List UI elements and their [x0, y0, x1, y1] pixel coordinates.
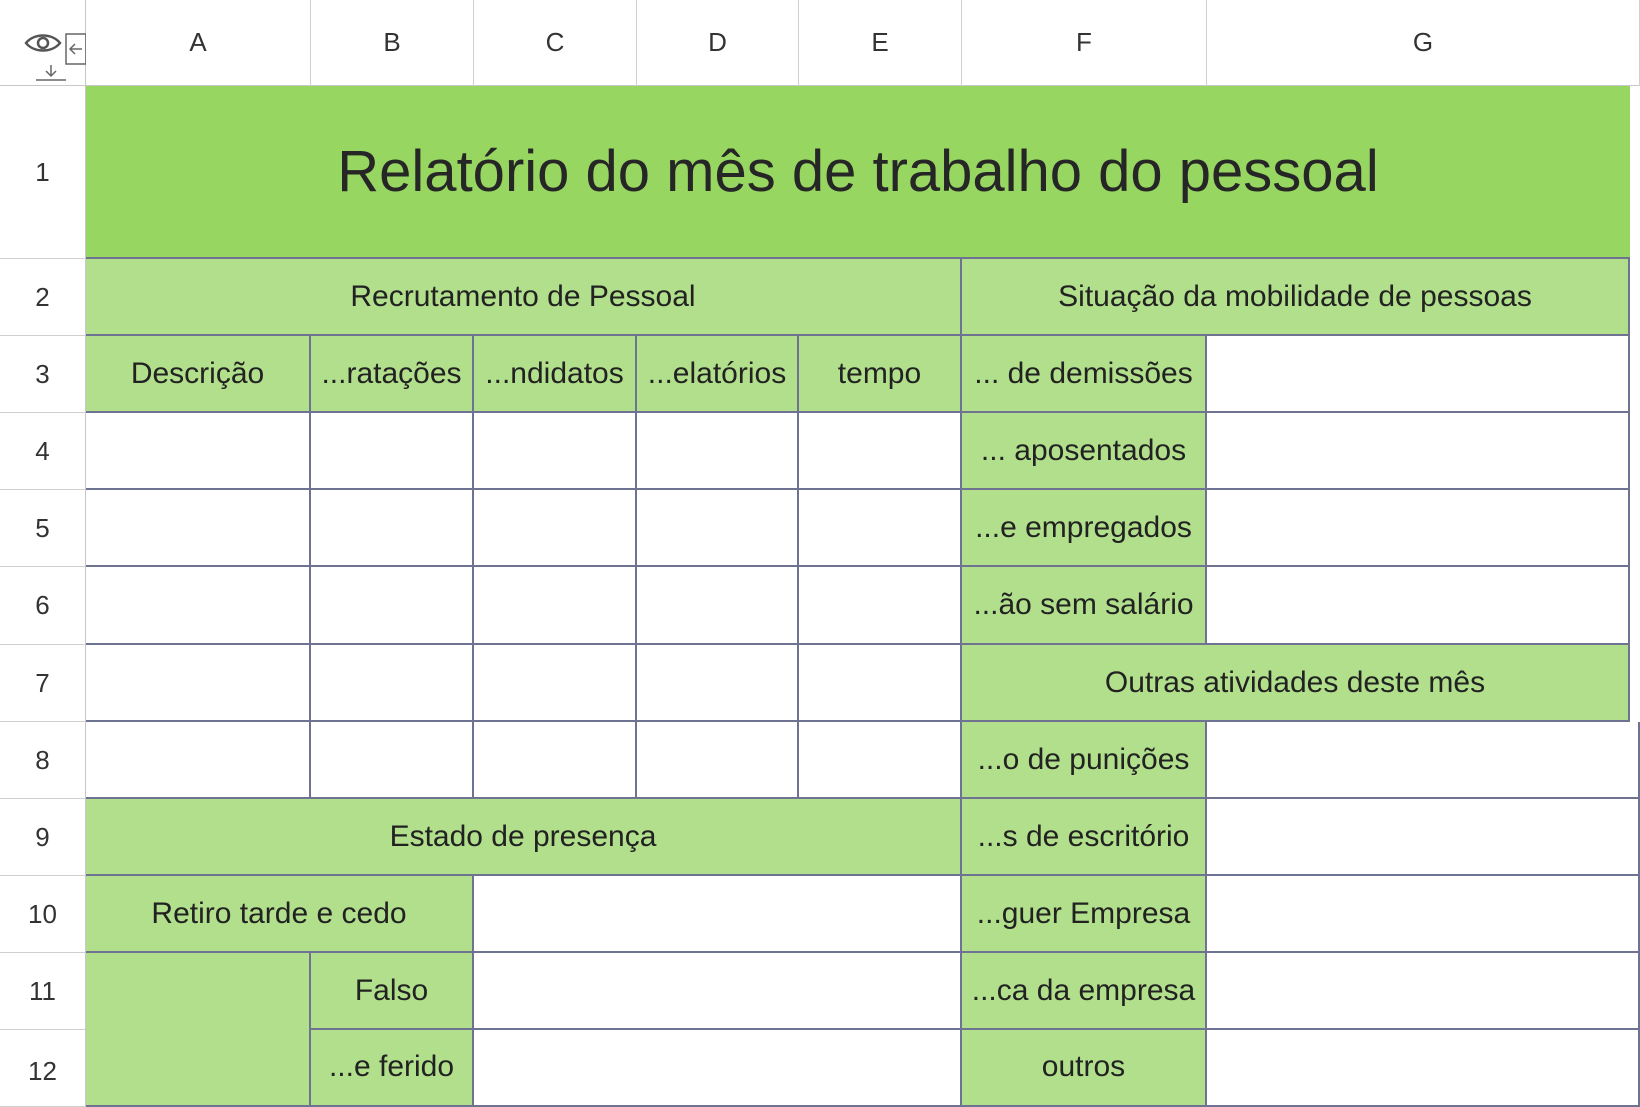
eye-icon[interactable]	[24, 32, 62, 54]
attendance-section-header[interactable]: Estado de presença	[86, 799, 962, 876]
cell-b5[interactable]	[311, 490, 474, 567]
cell-g3[interactable]	[1207, 336, 1630, 413]
row-header-6[interactable]: 6	[0, 567, 86, 645]
cell-c12[interactable]	[474, 1030, 962, 1107]
collapse-down-icon[interactable]	[34, 62, 68, 84]
cell-c6[interactable]	[474, 567, 637, 645]
cell-b8[interactable]	[311, 722, 474, 799]
cell-e4[interactable]	[799, 413, 962, 490]
column-header-d[interactable]: D	[637, 0, 799, 86]
cell-e5[interactable]	[799, 490, 962, 567]
row-header-7[interactable]: 7	[0, 645, 86, 722]
cell-c5[interactable]	[474, 490, 637, 567]
cell-g8[interactable]	[1207, 722, 1640, 799]
false-label-cell[interactable]: Falso	[311, 953, 474, 1030]
cell-c11[interactable]	[474, 953, 962, 1030]
cell-g11[interactable]	[1207, 953, 1640, 1030]
cell-a5[interactable]	[86, 490, 311, 567]
cell-c8[interactable]	[474, 722, 637, 799]
cell-d7[interactable]	[637, 645, 799, 722]
cell-a6[interactable]	[86, 567, 311, 645]
label-cell-f4[interactable]: ... aposentados	[962, 413, 1207, 490]
header-cell-b3[interactable]: ...ratações	[311, 336, 474, 413]
cell-g5[interactable]	[1207, 490, 1630, 567]
cell-a7[interactable]	[86, 645, 311, 722]
column-header-a[interactable]: A	[86, 0, 311, 86]
cell-c7[interactable]	[474, 645, 637, 722]
label-cell-f6[interactable]: ...ão sem salário	[962, 567, 1207, 645]
other-activities-section-header[interactable]: Outras atividades deste mês	[962, 645, 1630, 722]
cell-a8[interactable]	[86, 722, 311, 799]
label-cell-f5[interactable]: ...e empregados	[962, 490, 1207, 567]
cell-e8[interactable]	[799, 722, 962, 799]
cell-g9[interactable]	[1207, 799, 1640, 876]
header-cell-e3[interactable]: tempo	[799, 336, 962, 413]
collapse-left-icon[interactable]	[62, 32, 86, 66]
header-cell-a3[interactable]: Descrição	[86, 336, 311, 413]
label-cell-f12[interactable]: outros	[962, 1030, 1207, 1107]
label-cell-f3[interactable]: ... de demissões	[962, 336, 1207, 413]
mobility-section-header[interactable]: Situação da mobilidade de pessoas	[962, 259, 1630, 336]
column-header-g[interactable]: G	[1207, 0, 1640, 86]
cell-g4[interactable]	[1207, 413, 1630, 490]
row-header-12[interactable]: 12	[0, 1030, 86, 1107]
row-header-4[interactable]: 4	[0, 413, 86, 490]
cell-b7[interactable]	[311, 645, 474, 722]
header-cell-d3[interactable]: ...elatórios	[637, 336, 799, 413]
cell-c10[interactable]	[474, 876, 962, 953]
cell-b6[interactable]	[311, 567, 474, 645]
label-cell-f11[interactable]: ...ca da empresa	[962, 953, 1207, 1030]
cell-e6[interactable]	[799, 567, 962, 645]
column-header-b[interactable]: B	[311, 0, 474, 86]
row-header-10[interactable]: 10	[0, 876, 86, 953]
cell-d8[interactable]	[637, 722, 799, 799]
recruitment-section-header[interactable]: Recrutamento de Pessoal	[86, 259, 962, 336]
label-cell-f10[interactable]: ...guer Empresa	[962, 876, 1207, 953]
cell-c4[interactable]	[474, 413, 637, 490]
row-header-3[interactable]: 3	[0, 336, 86, 413]
injured-label-cell[interactable]: ...e ferido	[311, 1030, 474, 1107]
cell-a4[interactable]	[86, 413, 311, 490]
row-header-2[interactable]: 2	[0, 259, 86, 336]
row-header-1[interactable]: 1	[0, 86, 86, 259]
row-header-9[interactable]: 9	[0, 799, 86, 876]
cell-g10[interactable]	[1207, 876, 1640, 953]
header-cell-c3[interactable]: ...ndidatos	[474, 336, 637, 413]
cell-g6[interactable]	[1207, 567, 1630, 645]
label-cell-f9[interactable]: ...s de escritório	[962, 799, 1207, 876]
column-header-c[interactable]: C	[474, 0, 637, 86]
cell-b4[interactable]	[311, 413, 474, 490]
row-header-8[interactable]: 8	[0, 722, 86, 799]
row-header-11[interactable]: 11	[0, 953, 86, 1030]
late-early-label-cell[interactable]: Retiro tarde e cedo	[86, 876, 474, 953]
cell-e7[interactable]	[799, 645, 962, 722]
cell-d6[interactable]	[637, 567, 799, 645]
column-header-e[interactable]: E	[799, 0, 962, 86]
label-cell-f8[interactable]: ...o de punições	[962, 722, 1207, 799]
column-header-f[interactable]: F	[962, 0, 1207, 86]
cell-a11-merged[interactable]	[86, 953, 311, 1107]
title-cell[interactable]: Relatório do mês de trabalho do pessoal	[86, 86, 1630, 259]
cell-d4[interactable]	[637, 413, 799, 490]
cell-g12[interactable]	[1207, 1030, 1640, 1107]
cell-d5[interactable]	[637, 490, 799, 567]
row-header-5[interactable]: 5	[0, 490, 86, 567]
